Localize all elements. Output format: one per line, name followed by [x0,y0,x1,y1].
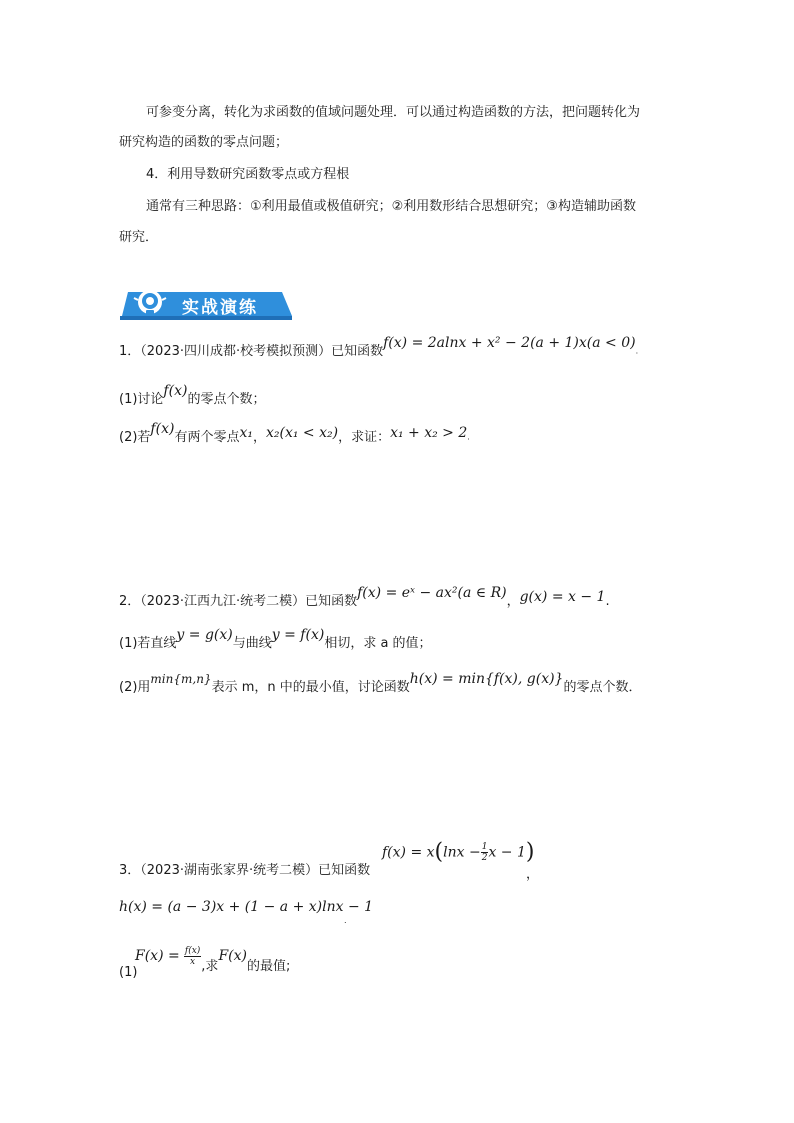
q2-function-f: f(x) = eˣ − ax²(a ∈ R) [357,585,507,601]
q1-function: f(x) = 2alnx + x² − 2(a + 1)x(a < 0) [383,335,636,351]
question-3-prefix: 3．（2023·湖南张家界·统考二模）已知函数 [119,863,371,878]
q3-function-h: h(x) = (a − 3)x + (1 − a + x)lnx − 1 [119,899,374,915]
q1-end: . [635,346,639,356]
q1-p2-end: . [467,432,470,442]
q1-p2-mid: 有两个零点 [174,430,240,445]
question-1-part-1 [119,383,266,409]
q2-p2-suffix: 的零点个数． [563,680,642,695]
intro-line-4: 研究． [119,230,159,245]
q1-p2-x1: x₁ [239,425,253,441]
q2-p2-min: min{m,n} [150,672,212,686]
q1-p2-fx: f(x) [150,421,175,437]
q3-func-in1: lnx − [443,844,481,861]
q2-p2-mid: 表示 m，n 中的最小值，讨论函数 [211,680,410,695]
q1-p2-x2: x₂(x₁ < x₂) [265,425,339,441]
q2-p1-suffix: 相切，求 a 的值； [324,636,432,651]
q2-p2-h: h(x) = min{f(x), g(x)} [409,671,564,687]
q2-p1-curve: y = f(x) [271,627,325,643]
question-2-stem [119,585,610,611]
q2-sep: ， [506,594,520,609]
q1-prefix: 1．（2023·四川成都·校考模拟预测）已知函数 [119,344,384,359]
q1-p2-sep: ， [252,430,266,445]
question-2-part-1 [119,627,432,653]
q1-p1-prefix: (1)讨论 [119,392,164,407]
q1-p2-prove: ，求证： [338,430,391,445]
q2-prefix: 2．（2023·江西九江·统考二模）已知函数 [119,594,358,609]
q3-h-end: . [344,916,347,925]
q3-end: ， [526,867,540,882]
question-1-stem [119,335,639,361]
section-banner [120,288,292,320]
q3-p1-suffix: 的最值; [246,959,291,974]
q1-p1-fx: f(x) [163,383,188,399]
q3-func-in2: x − 1 [488,844,526,861]
q2-end: . [605,594,610,609]
q2-function-g: g(x) = x − 1 [519,589,606,605]
q3-paren-close: ) [525,839,535,865]
q2-p1-line: y = g(x) [176,627,233,643]
question-3-part-1 [135,946,291,974]
q3-func-lhs: f(x) = x [382,844,435,861]
question-1-part-2 [119,421,470,447]
intro-line-2: 研究构造的函数的零点问题； [119,135,289,150]
q3-paren-open: ( [434,839,444,865]
intro-line-1: 可参变分离，转化为求函数的值域问题处理．可以通过构造函数的方法，把问题转化为 [146,105,641,120]
q3-fraction-half: $\frac{1}{2}$ [481,842,488,863]
q3-part-1-label: (1) [119,965,138,980]
q3-p1-Fx: F(x) [218,948,247,964]
q1-p2-prefix: (2)若 [119,430,151,445]
q1-p2-inequality: x₁ + x₂ > 2 [390,425,468,441]
q2-p2-prefix: (2)用 [119,680,151,695]
q3-p1-F: F(x) = [135,948,180,964]
q3-p1-fraction: $\frac{f(x)}{x}$ [184,946,201,967]
banner-title: 实战演练 [182,298,258,318]
q2-p1-mid: 与曲线 [232,636,272,651]
q3-p1-mid: ,求 [201,959,219,974]
intro-heading-4: 4．利用导数研究函数零点或方程根 [146,167,350,182]
q1-p1-suffix: 的零点个数； [187,392,266,407]
q2-p1-prefix: (1)若直线 [119,636,177,651]
question-2-part-2 [119,671,642,697]
q3-function-f [382,839,535,865]
intro-line-3: 通常有三种思路：①利用最值或极值研究；②利用数形结合思想研究；③构造辅助函数 [146,199,636,214]
